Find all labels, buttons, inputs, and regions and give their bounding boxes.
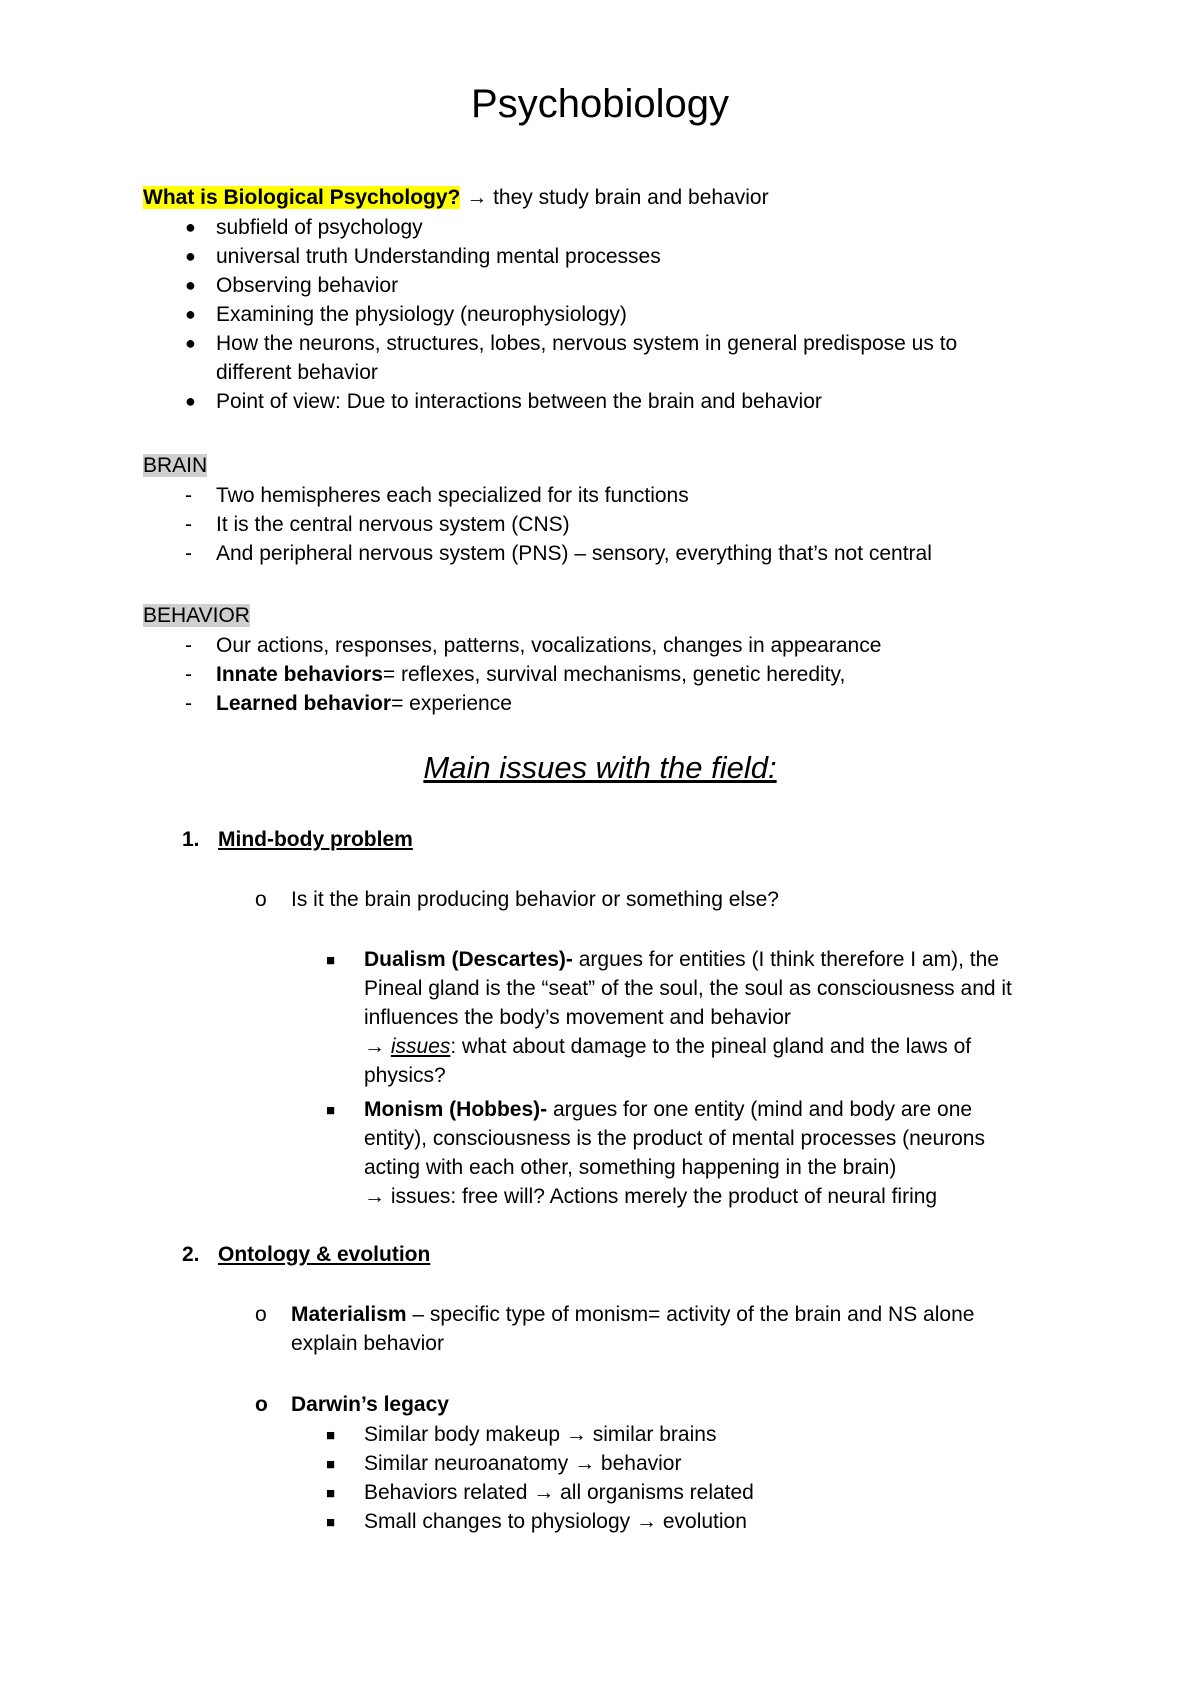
issue1-question: Is it the brain producing behavior or something else? [291, 888, 779, 911]
circle-bullet-icon: o [255, 1393, 268, 1416]
list-item: ● Observing behavior [143, 271, 1103, 300]
square-bullet-icon: ■ [326, 1514, 336, 1531]
behavior-heading-wrap [143, 601, 250, 630]
bullet-icon: ● [185, 391, 196, 411]
arrow-icon: → [466, 186, 488, 209]
arrow-icon: → [565, 1423, 587, 1446]
square-bullet-icon: ■ [326, 1485, 336, 1502]
list-item: ● subfield of psychology [143, 213, 1103, 242]
brain-heading: BRAIN [143, 454, 208, 477]
list-item: ● universal truth Understanding mental processes [143, 242, 1103, 271]
list-item: - Innate behaviors= reflexes, survival mechanisms, genetic heredity, [185, 663, 846, 686]
bullet-icon: ● [185, 333, 196, 353]
brain-list [143, 481, 1103, 568]
bullet-icon: ● [185, 304, 196, 324]
bullet-icon: ● [185, 217, 196, 237]
bullet-icon: ● [185, 275, 196, 295]
darwin-list [0, 1420, 1200, 1536]
issue1-title: Mind-body problem [218, 828, 413, 851]
list-item: ■ Similar neuroanatomy → behavior [0, 1449, 1200, 1478]
list-item: - It is the central nervous system (CNS) [185, 513, 570, 536]
list-item: ■ Behaviors related → all organisms related [0, 1478, 1200, 1507]
square-bullet-icon: ■ [326, 952, 336, 969]
arrow-icon: → [364, 1185, 385, 1208]
behavior-list [143, 631, 1103, 718]
issue1-number: 1. [182, 828, 200, 851]
list-item: - Our actions, responses, patterns, vocalizations, changes in appearance [185, 634, 882, 657]
list-item: ■ Small changes to physiology → evolution [0, 1507, 1200, 1536]
square-bullet-icon: ■ [326, 1427, 336, 1444]
arrow-icon: → [364, 1035, 385, 1058]
intro-bullet-list [143, 213, 1103, 416]
arrow-icon: → [533, 1481, 555, 1504]
bullet-icon: ● [185, 246, 196, 266]
materialism-block: Materialism – specific type of monism= activity of the brain and NS alone explain behavior [291, 1303, 975, 1355]
behavior-heading: BEHAVIOR [143, 604, 250, 627]
main-issues-heading: Main issues with the field: [423, 750, 777, 785]
list-item: - Learned behavior= experience [185, 692, 512, 715]
list-item: - Two hemispheres each specialized for its functions [185, 484, 689, 507]
list-item: ● Examining the physiology (neurophysiology) [143, 300, 1103, 329]
list-item: ● How the neurons, structures, lobes, nervous system in general predispose us to different behavior [143, 329, 1103, 387]
dualism-block: Dualism (Descartes)- argues for entities (I think therefore I am), the Pineal gland is the “seat” of the soul, the soul as consciousness and it influences the body’s movement and behavior → issues: what about damage to the pineal gland and the laws of physics? [364, 948, 1012, 1087]
arrow-icon: → [636, 1510, 657, 1533]
circle-bullet-icon: o [255, 1303, 267, 1326]
circle-bullet-icon: o [255, 888, 267, 911]
darwin-heading: Darwin’s legacy [291, 1393, 449, 1416]
square-bullet-icon: ■ [326, 1102, 336, 1119]
intro-question-line [143, 183, 769, 212]
brain-heading-wrap [143, 451, 207, 480]
list-item: ■ Similar body makeup → similar brains [0, 1420, 1200, 1449]
intro-answer: they study brain and behavior [487, 186, 769, 209]
list-item: - And peripheral nervous system (PNS) – sensory, everything that’s not central [185, 542, 932, 565]
square-bullet-icon: ■ [326, 1456, 336, 1473]
page-title: Psychobiology [471, 82, 729, 126]
issue2-number: 2. [182, 1243, 200, 1266]
list-item: ● Point of view: Due to interactions between the brain and behavior [143, 387, 1103, 416]
monism-block: Monism (Hobbes)- argues for one entity (mind and body are one entity), consciousness is the product of mental processes (neurons acting with each other, something happening in the brain) → issues: free will? Actions merely the product of neural firing [364, 1098, 985, 1208]
arrow-icon: → [574, 1452, 596, 1475]
issue2-title: Ontology & evolution [218, 1243, 431, 1266]
intro-question: What is Biological Psychology? [143, 186, 461, 209]
